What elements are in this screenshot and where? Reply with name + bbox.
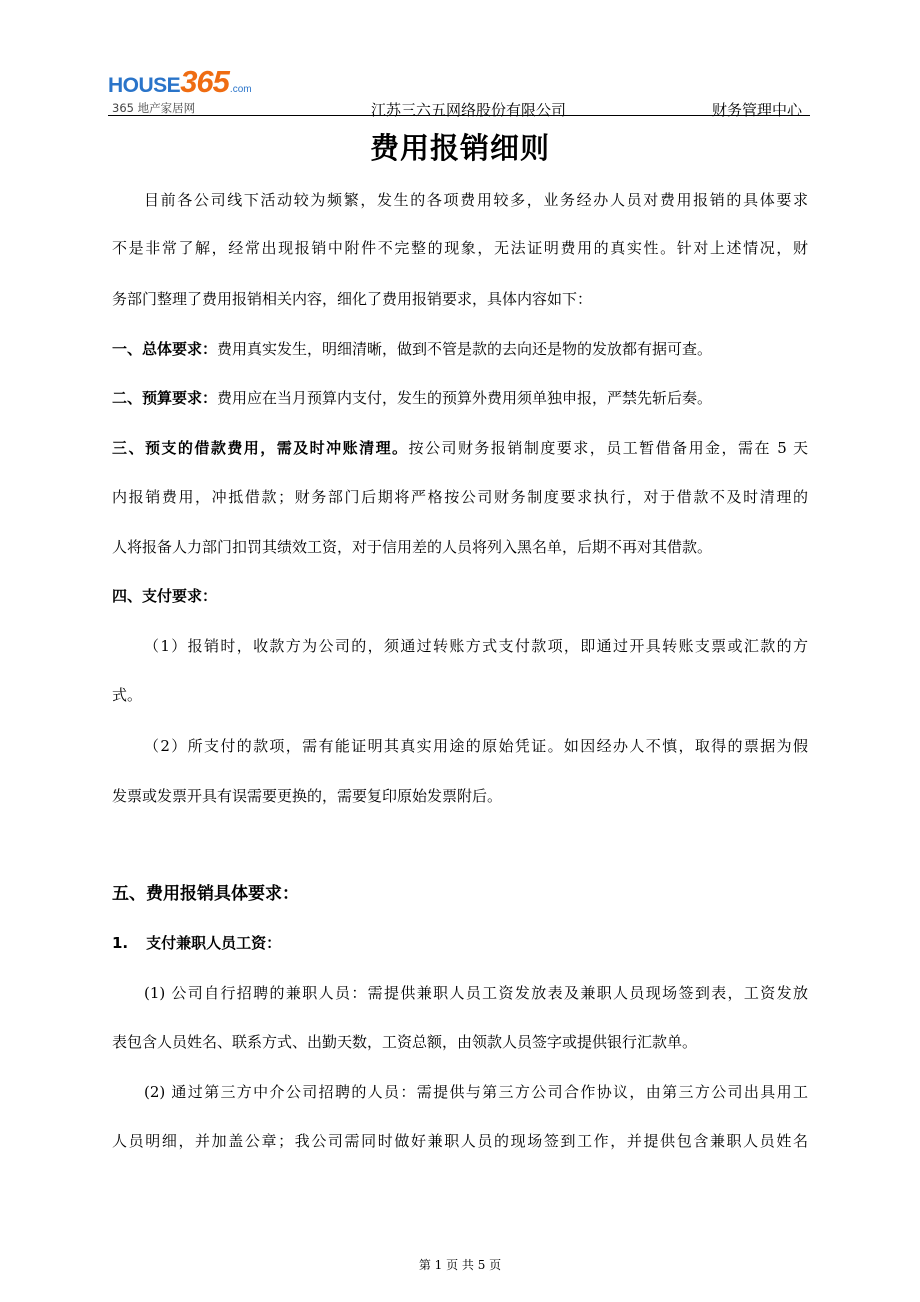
section-5-a-line-2: 表包含人员姓名、联系方式、出勤天数，工资总额，由领款人员签字或提供银行汇款单。 — [112, 1033, 698, 1051]
logo-wordmark — [108, 66, 252, 97]
section-4-p2-line-2: 发票或发票开具有误需要更换的，需要复印原始发票附后。 — [112, 787, 503, 805]
section-4-p2-line-1: （2）所支付的款项，需有能证明其真实用途的原始凭证。如因经办人不慎，取得的票据为假 — [144, 737, 808, 755]
section-2-label: 二、预算要求： — [112, 389, 218, 407]
section-5-label: 五、费用报销具体要求： — [112, 884, 299, 904]
section-3-line-2: 内报销费用，冲抵借款；财务部门后期将严格按公司财务制度要求执行，对于借款不及时清理的 — [112, 488, 808, 506]
header-company-name: 江苏三六五网络股份有限公司 — [371, 101, 567, 119]
page-header — [108, 64, 810, 119]
document-title: 费用报销细则 — [369, 131, 550, 165]
section-5-b-line-1: (2) 通过第三方中介公司招聘的人员：需提供与第三方公司合作协议，由第三方公司出具用工 — [144, 1083, 808, 1101]
section-3-text-1: 按公司财务报销制度要求，员工暂借备用金，需在 5 天 — [408, 439, 808, 457]
intro-line-1: 目前各公司线下活动较为频繁，发生的各项费用较多，业务经办人员对费用报销的具体要求 — [144, 191, 808, 209]
section-4-p1-line-2: 式。 — [112, 686, 143, 704]
item-1-label: 支付兼职人员工资： — [146, 934, 282, 952]
house365-logo — [108, 66, 278, 116]
section-1-text: 费用真实发生，明细清晰，做到不管是款的去向还是物的发放都有据可查。 — [217, 340, 713, 358]
section-4-label: 四、支付要求： — [112, 587, 218, 605]
section-2 — [112, 388, 808, 408]
logo-house-text: HOUSE — [108, 74, 181, 97]
page-footer: 第 1 页 共 5 页 — [418, 1258, 502, 1272]
logo-com-text: .com — [229, 84, 252, 95]
intro-line-3: 务部门整理了费用报销相关内容，细化了费用报销要求，具体内容如下： — [112, 290, 593, 308]
section-1 — [112, 339, 808, 359]
section-2-text: 费用应在当月预算内支付，发生的预算外费用须单独申报，严禁先斩后奏。 — [217, 389, 713, 407]
item-1-number: 1. — [112, 934, 129, 952]
intro-line-2: 不是非常了解，经常出现报销中附件不完整的现象，无法证明费用的真实性。针对上述情况，财 — [112, 239, 808, 257]
header-rule — [108, 115, 810, 116]
section-1-label: 一、总体要求： — [112, 340, 218, 358]
section-5-a-line-1: (1) 公司自行招聘的兼职人员：需提供兼职人员工资发放表及兼职人员现场签到表，工资发放 — [144, 984, 808, 1002]
section-5-item-1 — [112, 933, 808, 953]
section-3-label: 三、预支的借款费用，需及时冲账清理。 — [112, 439, 409, 457]
section-4-p1-line-1: （1）报销时，收款方为公司的，须通过转账方式支付款项，即通过开具转账支票或汇款的方 — [144, 637, 808, 655]
header-department: 财务管理中心 — [711, 101, 802, 119]
logo-subtitle: 365 地产家居网 — [112, 101, 196, 115]
section-3-line-3: 人将报备人力部门扣罚其绩效工资，对于信用差的人员将列入黑名单，后期不再对其借款。 — [112, 538, 713, 556]
logo-number-text: 365 — [180, 64, 229, 99]
section-5-b-line-2: 人员明细，并加盖公章；我公司需同时做好兼职人员的现场签到工作，并提供包含兼职人员姓名 — [112, 1132, 808, 1150]
section-3-line-1 — [112, 438, 808, 458]
